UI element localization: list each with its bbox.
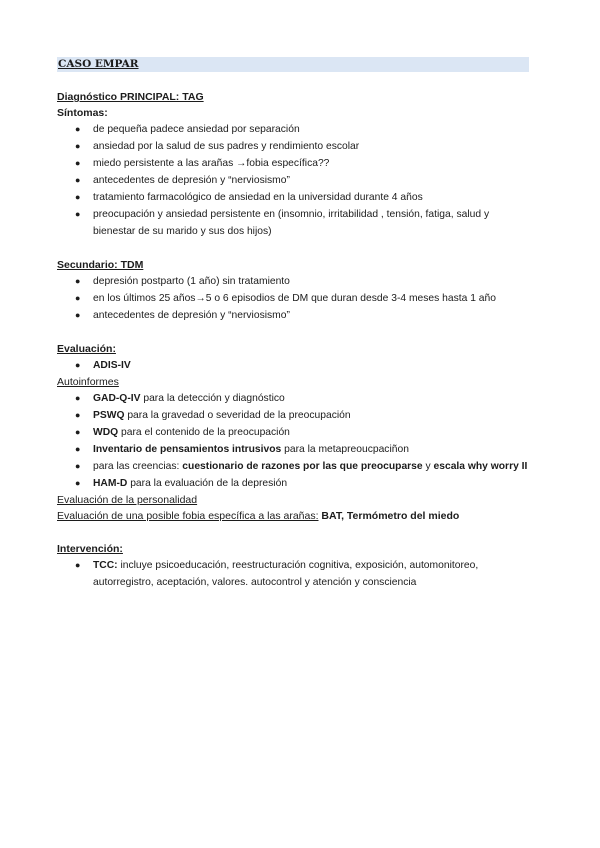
- list-item: ● tratamiento farmacológico de ansiedad en la universidad durante 4 años: [57, 189, 530, 206]
- list-item: ● TCC: incluye psicoeducación, reestructuración cognitiva, exposición, automonitoreo, autorregistro, aceptación, valores. autocontrol y atención y consciencia: [57, 557, 530, 591]
- list-item: ● HAM-D para la evaluación de la depresión: [57, 475, 530, 492]
- list-item: ● ADIS-IV: [57, 357, 530, 374]
- principal-symptom-list: [57, 121, 530, 240]
- list-item: ● preocupación y ansiedad persistente en (insomnio, irritabilidad , tensión, fatiga, salud y bienestar de su marido y sus dos hijos): [57, 206, 530, 240]
- bullet-icon: ●: [75, 560, 81, 570]
- list-item: ● antecedentes de depresión y “nerviosismo”: [57, 307, 530, 324]
- list-item: ● ansiedad por la salud de sus padres y rendimiento escolar: [57, 138, 530, 155]
- list-item: ● antecedentes de depresión y “nerviosismo”: [57, 172, 530, 189]
- bullet-icon: ●: [75, 360, 81, 370]
- bullet-icon: ●: [75, 478, 81, 488]
- interview-list: [57, 357, 530, 374]
- secondary-diagnosis-heading: Secundario: TDM: [57, 259, 144, 271]
- autoinformes-list: [57, 390, 530, 492]
- bullet-icon: ●: [75, 124, 81, 134]
- personality-evaluation: Evaluación de la personalidad: [57, 494, 198, 506]
- bullet-icon: ●: [75, 192, 81, 202]
- list-item: ● para las creencias: cuestionario de razones por las que preocuparse y escala why worry II: [57, 458, 530, 475]
- bullet-icon: ●: [75, 410, 81, 420]
- list-item: ● miedo persistente a las arañas →fobia específica??: [57, 155, 530, 172]
- bullet-icon: ●: [75, 293, 81, 303]
- intervention-heading: Intervención:: [57, 543, 123, 555]
- list-item: ● WDQ para el contenido de la preocupación: [57, 424, 530, 441]
- bullet-icon: ●: [75, 427, 81, 437]
- secondary-symptom-list: [57, 273, 530, 324]
- bullet-icon: ●: [75, 209, 81, 219]
- autoinformes-label: Autoinformes: [57, 376, 119, 388]
- document-title: CASO EMPAR: [57, 57, 529, 72]
- list-item: ● depresión postparto (1 año) sin tratamiento: [57, 273, 530, 290]
- evaluation-heading: Evaluación:: [57, 343, 116, 355]
- principal-diagnosis-heading: Diagnóstico PRINCIPAL: TAG: [57, 91, 204, 103]
- bullet-icon: ●: [75, 158, 81, 168]
- list-item: ● en los últimos 25 años→5 o 6 episodios de DM que duran desde 3-4 meses hasta 1 año: [57, 290, 530, 307]
- bullet-icon: ●: [75, 444, 81, 454]
- bullet-icon: ●: [75, 276, 81, 286]
- bullet-icon: ●: [75, 310, 81, 320]
- bullet-icon: ●: [75, 141, 81, 151]
- bullet-icon: ●: [75, 393, 81, 403]
- list-item: ● PSWQ para la gravedad o severidad de la preocupación: [57, 407, 530, 424]
- list-item: ● de pequeña padece ansiedad por separación: [57, 121, 530, 138]
- list-item: ● Inventario de pensamientos intrusivos para la metapreoucpaciñon: [57, 441, 530, 458]
- bullet-icon: ●: [75, 461, 81, 471]
- phobia-evaluation: Evaluación de una posible fobia específica a las arañas: BAT, Termómetro del miedo: [57, 510, 460, 522]
- list-item: ● GAD-Q-IV para la detección y diagnóstico: [57, 390, 530, 407]
- sintomas-label: Síntomas:: [57, 107, 108, 119]
- intervention-list: [57, 557, 530, 591]
- bullet-icon: ●: [75, 175, 81, 185]
